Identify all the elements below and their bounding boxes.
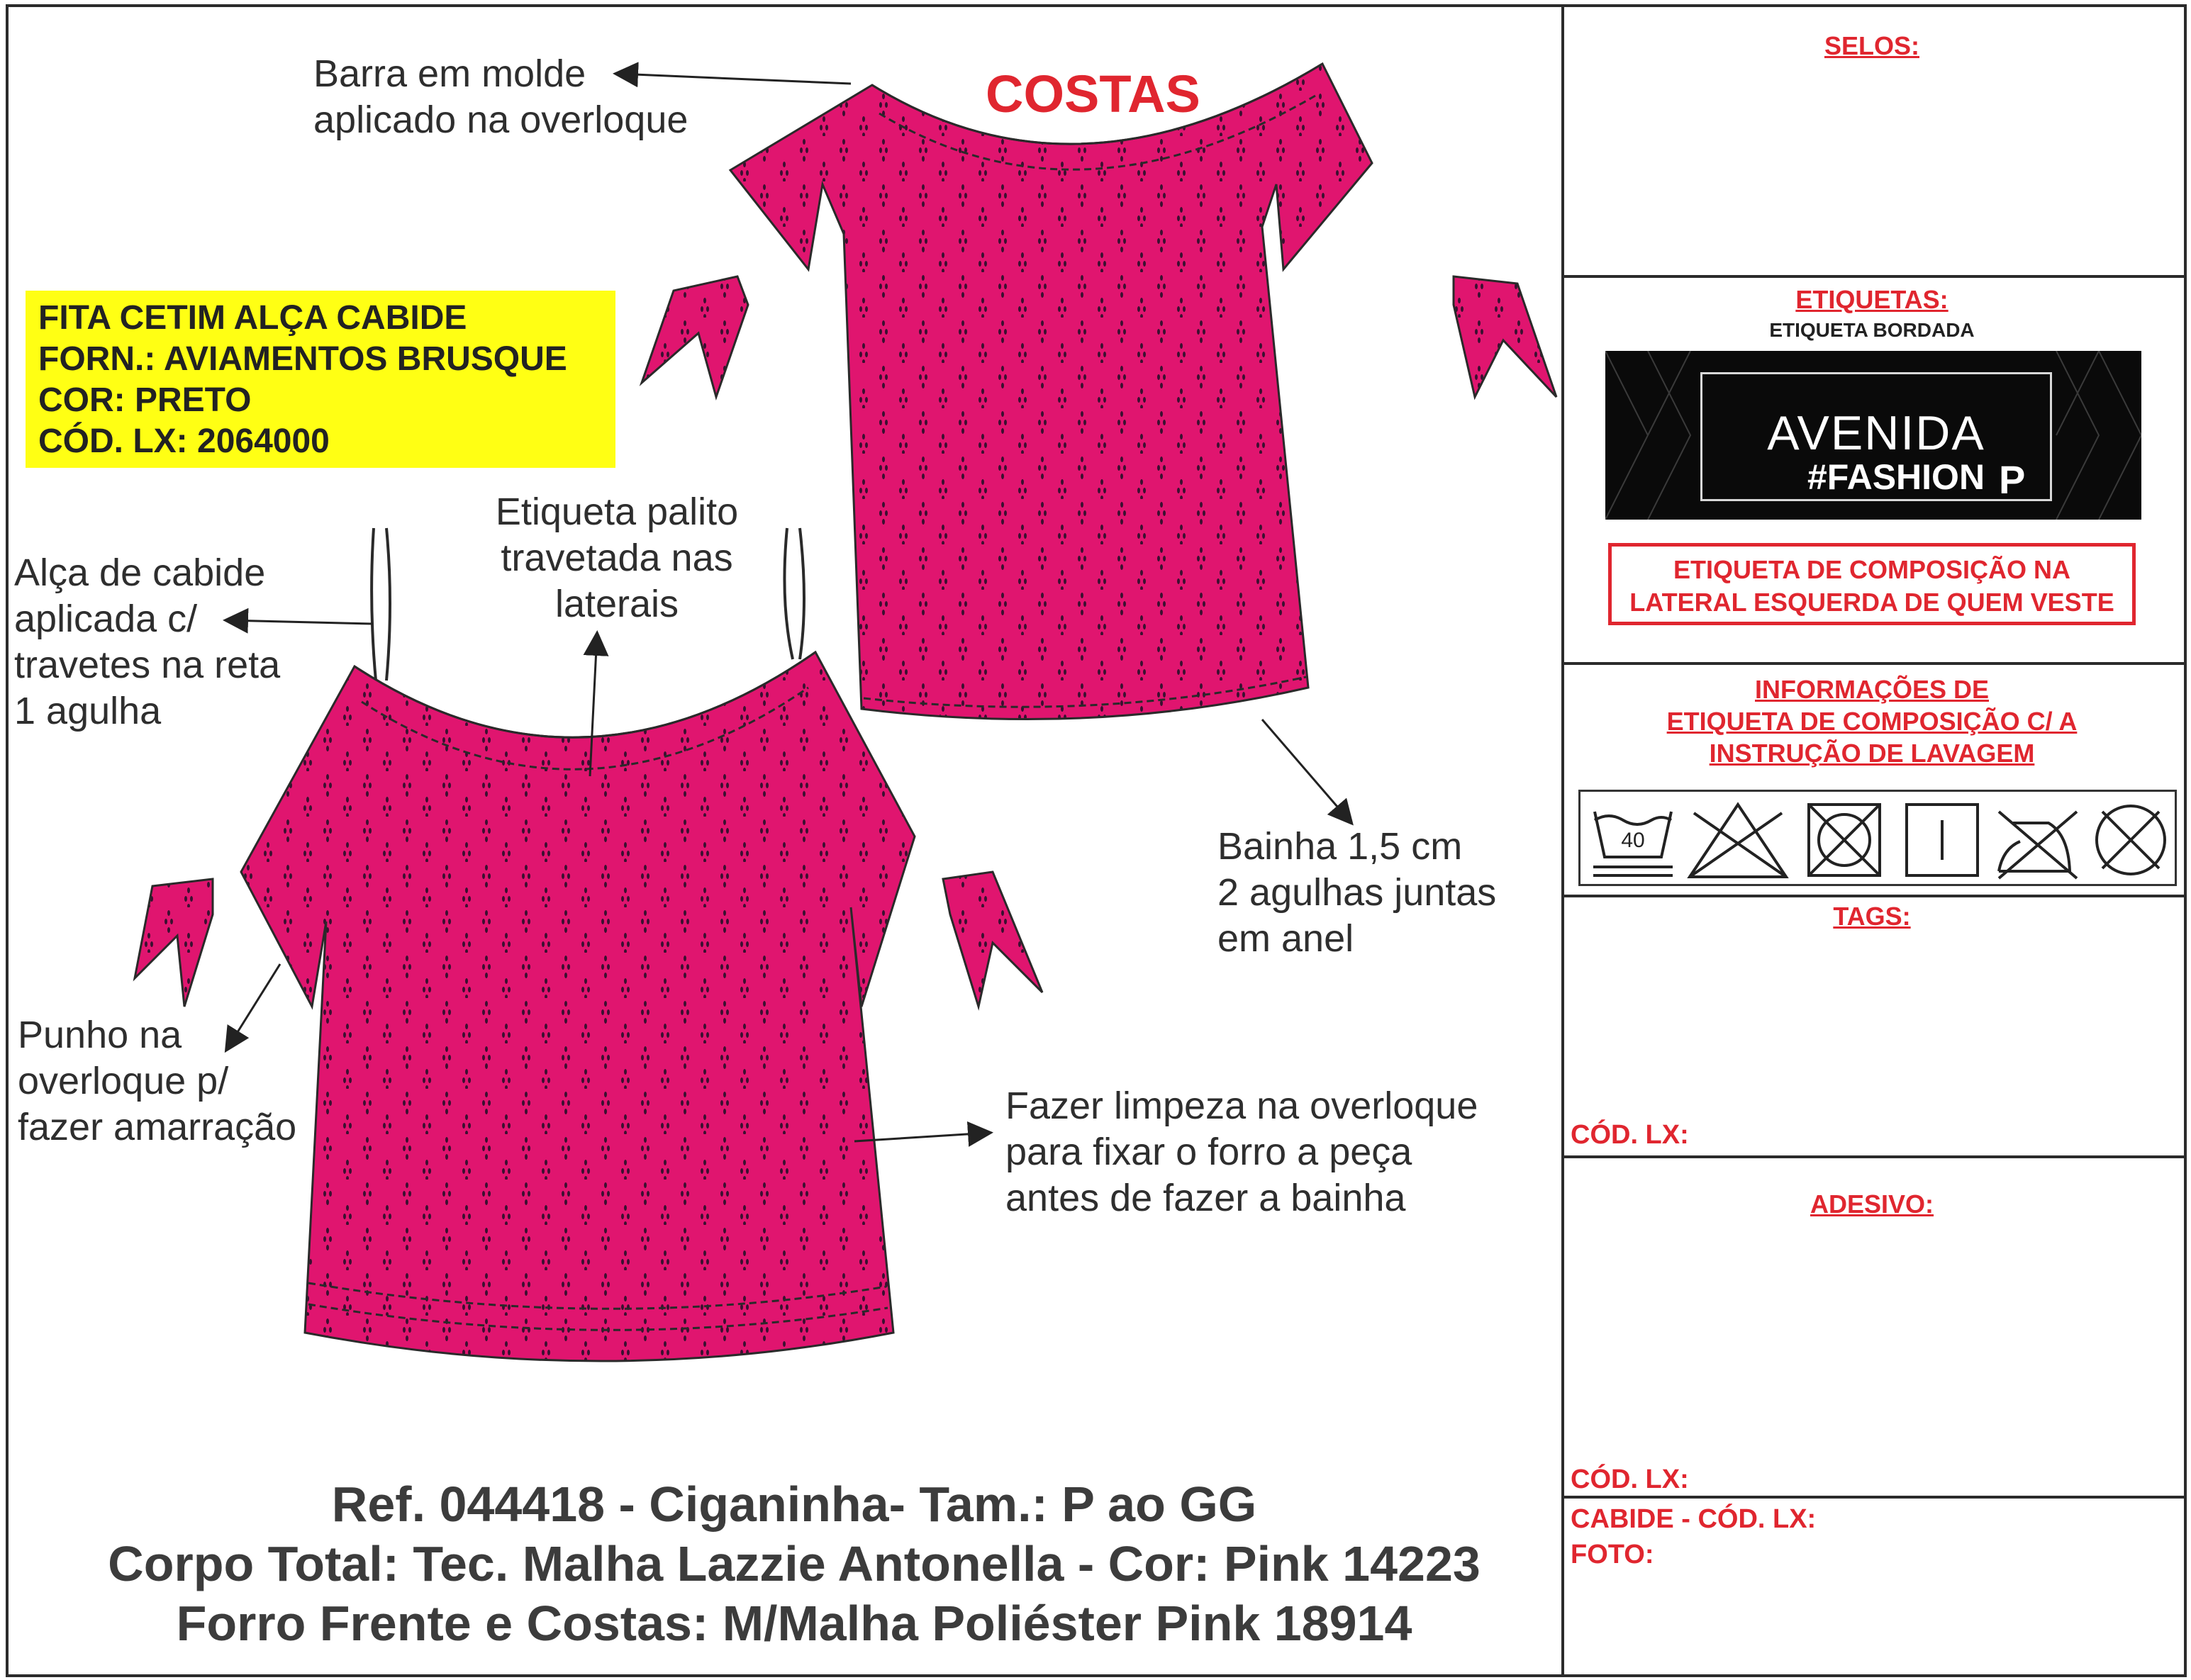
cabide-cod: CABIDE - CÓD. LX:: [1571, 1504, 1817, 1534]
divider-etiquetas: [1561, 662, 2187, 665]
ribbon-spec-line: FORN.: AVIAMENTOS BRUSQUE: [38, 340, 567, 378]
divider-info: [1561, 895, 2187, 897]
back-view-label: COSTAS: [986, 65, 1200, 123]
informacoes-title: INFORMAÇÕES DE ETIQUETA DE COMPOSIÇÃO C/ A INSTRUÇÃO DE LAVAGEM: [1666, 675, 2078, 768]
arrow-bainha: [1262, 719, 1351, 822]
note-punho: Punho na overloque p/ fazer amarração: [18, 1014, 297, 1148]
etiquetas-subtitle: ETIQUETA BORDADA: [1769, 319, 1975, 341]
ribbon-spec-line: COR: PRETO: [38, 381, 252, 419]
label-size: P: [1999, 457, 2026, 502]
back-view-garment: [642, 64, 1556, 719]
line-dry-icon: [1907, 805, 1978, 875]
adesivo-title: ADESIVO:: [1810, 1189, 1934, 1219]
wash-temp: 40: [1621, 829, 1645, 852]
no-bleach-icon: [1690, 805, 1786, 877]
divider-adesivo: [1561, 1496, 2187, 1499]
note-etiqueta-palito: Etiqueta palito travetada nas laterais: [495, 491, 739, 625]
no-iron-icon: [1999, 812, 2077, 878]
note-bainha: Bainha 1,5 cm 2 agulhas juntas em anel: [1217, 825, 1497, 960]
divider-selos: [1561, 275, 2187, 278]
adesivo-cod: CÓD. LX:: [1571, 1465, 1689, 1494]
note-barra: Barra em molde aplicado na overloque: [313, 52, 688, 141]
front-left-tie: [135, 879, 213, 1007]
tags-title: TAGS:: [1833, 902, 1911, 931]
embroidered-label: [1605, 351, 2141, 520]
ribbon-spec-line: FITA CETIM ALÇA CABIDE: [38, 299, 467, 337]
title-body-fabric: Corpo Total: Tec. Malha Lazzie Antonella - Cor: Pink 14223: [108, 1536, 1481, 1591]
ribbon-spec-box: [26, 291, 615, 468]
etiquetas-title: ETIQUETAS:: [1795, 285, 1949, 314]
panel-divider: [1561, 4, 1564, 1677]
front-right-tie: [943, 872, 1042, 1007]
ribbon-spec-line: CÓD. LX: 2064000: [38, 422, 330, 460]
care-symbols-svg: [1580, 792, 2179, 888]
note-limpeza: Fazer limpeza na overloque para fixar o forro a peça antes de fazer a bainha: [1005, 1085, 1478, 1219]
tags-cod: CÓD. LX:: [1571, 1120, 1689, 1150]
label-inner-border: [1700, 372, 2052, 501]
title-lining-fabric: Forro Frente e Costas: M/Malha Poliéster Pink 18914: [176, 1596, 1412, 1651]
label-hashtag: #FASHION: [1807, 457, 1985, 497]
care-symbols: [1578, 790, 2177, 886]
label-brand: AVENIDA: [1767, 406, 1985, 460]
back-left-tie: [642, 276, 748, 397]
back-right-tie: [1454, 276, 1556, 397]
note-alca: Alça de cabide aplicada c/ travetes na reta 1 agulha: [14, 551, 281, 732]
front-body: [241, 652, 915, 1361]
foto-label: FOTO:: [1571, 1540, 1654, 1569]
title-reference: Ref. 044418 - Ciganinha- Tam.: P ao GG: [331, 1477, 1257, 1532]
no-dry-clean-icon: [2097, 806, 2165, 874]
selos-title: SELOS:: [1824, 31, 1919, 60]
back-body: [730, 64, 1372, 719]
divider-tags: [1561, 1155, 2187, 1158]
no-tumble-dry-icon: [1809, 805, 1880, 875]
composition-note: ETIQUETA DE COMPOSIÇÃO NA LATERAL ESQUERDA DE QUEM VESTE: [1608, 543, 2136, 625]
